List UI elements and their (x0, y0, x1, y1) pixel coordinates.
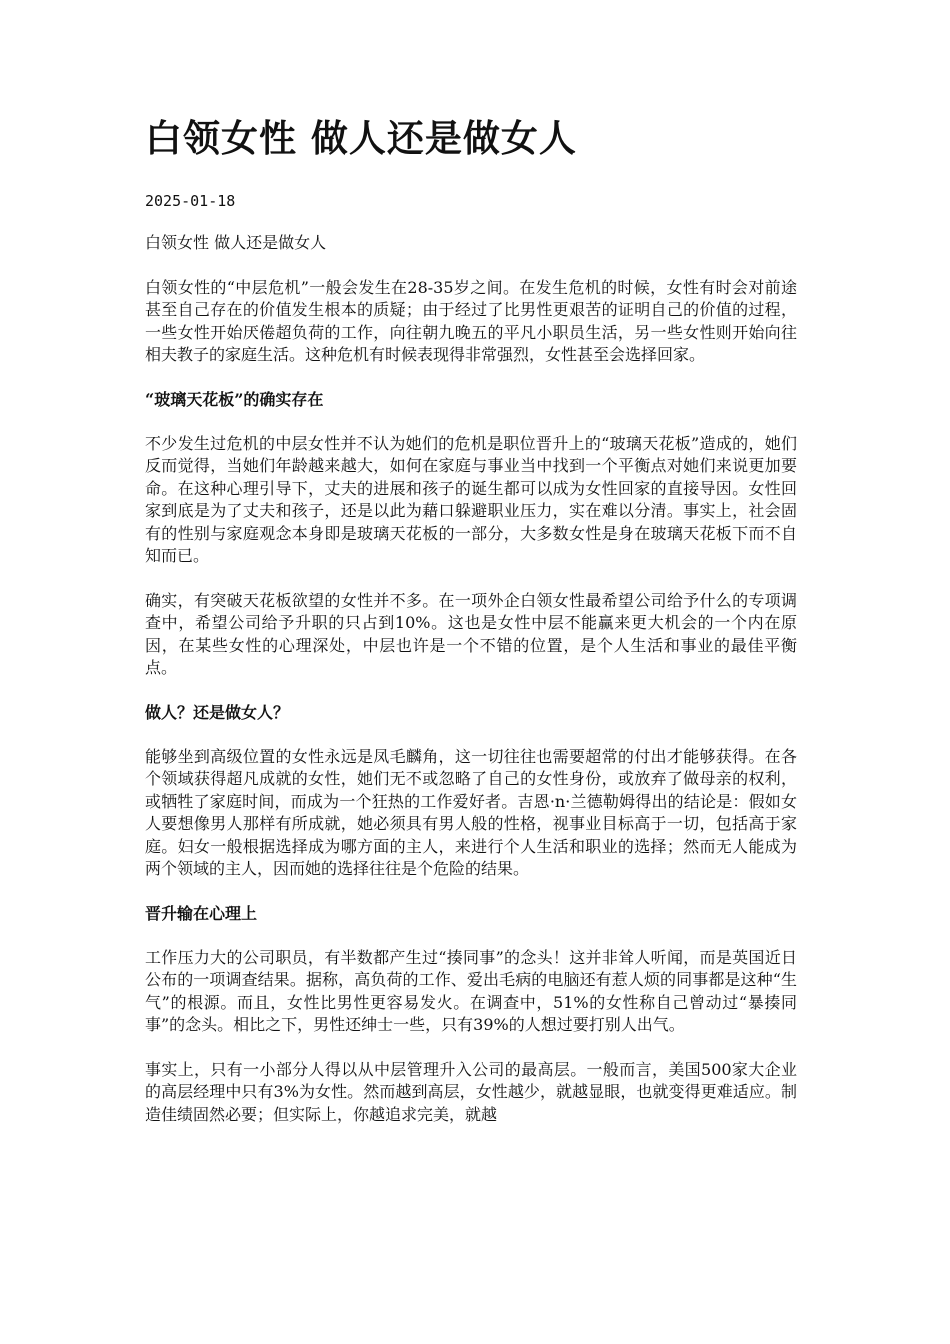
section-heading-psychology: 晋升输在心理上 (145, 903, 258, 923)
paragraph-survey: 确实，有突破天花板欲望的女性并不多。在一项外企白领女性最希望公司给予什么的专项调查中，希望公司给予升职的只占到10%。这也是女性中层不能赢来更大机会的一个内在原因，在某些女性的心理深处，中层也许是一个不错的位置，是个人生活和事业的最佳平衡点。 (145, 590, 797, 677)
paragraph-person-or-woman: 能够坐到高级位置的女性永远是凤毛麟角，这一切往往也需要超常的付出才能够获得。在各个领域获得超凡成就的女性，她们无不或忽略了自己的女性身份，或放弃了做母亲的权利，或牺牲了家庭时间，而成为一个狂热的工作爱好者。吉恩·n·兰德勒姆得出的结论是：假如女人要想像男人那样有所成就，她必须具有男人般的性格，视事业目标高于一切，包括高于家庭。妇女一般根据选择成为哪方面的主人，来进行个人生活和职业的选择；然而无人能成为两个领域的主人，因而她的选择往往是个危险的结果。 (145, 746, 797, 878)
paragraph-promotion: 事实上，只有一小部分人得以从中层管理升入公司的最高层。一般而言，美国500家大企业的高层经理中只有3%为女性。然而越到高层，女性越少，就越显眼，也就变得更难适应。制造佳绩固然必要；但实际上，你越追求完美，就越 (145, 1059, 797, 1124)
article-title: 白领女性 做人还是做女人 (145, 116, 577, 160)
paragraph-glass-ceiling: 不少发生过危机的中层女性并不认为她们的危机是职位晋升上的“玻璃天花板”造成的，她们反而觉得，当她们年龄越来越大，如何在家庭与事业当中找到一个平衡点对她们来说更加要命。在这种心理引导下，丈夫的进展和孩子的诞生都可以成为女性回家的直接导因。女性回家到底是为了丈夫和孩子，还是以此为藉口躲避职业压力，实在难以分清。事实上，社会固有的性别与家庭观念本身即是玻璃天花板的一部分，大多数女性是身在玻璃天花板下而不自知而已。 (145, 433, 797, 565)
section-heading-person-or-woman: 做人？还是做女人？ (145, 702, 290, 722)
article-subtitle: 白领女性 做人还是做女人 (145, 233, 327, 252)
publish-date: 2025-01-18 (145, 192, 236, 210)
paragraph-work-pressure: 工作压力大的公司职员，有半数都产生过“揍同事”的念头！这并非耸人听闻，而是英国近日公布的一项调查结果。据称，高负荷的工作、爱出毛病的电脑还有惹人烦的同事都是这种“生气”的根源。而且，女性比男性更容易发火。在调查中，51%的女性称自己曾动过“暴揍同事”的念头。相比之下，男性还绅士一些，只有39%的人想过要打别人出气。 (145, 947, 797, 1034)
article (145, 112, 797, 1148)
paragraph-intro: 白领女性的“中层危机”一般会发生在28-35岁之间。在发生危机的时候，女性有时会对前途甚至自己存在的价值发生根本的质疑；由于经过了比男性更艰苦的证明自己的价值的过程，一些女性开始厌倦超负荷的工作，向往朝九晚五的平凡小职员生活，另一些女性则开始向往相夫教子的家庭生活。这种危机有时候表现得非常强烈，女性甚至会选择回家。 (145, 277, 797, 364)
section-heading-glass-ceiling: “玻璃天花板”的确实存在 (145, 389, 324, 409)
